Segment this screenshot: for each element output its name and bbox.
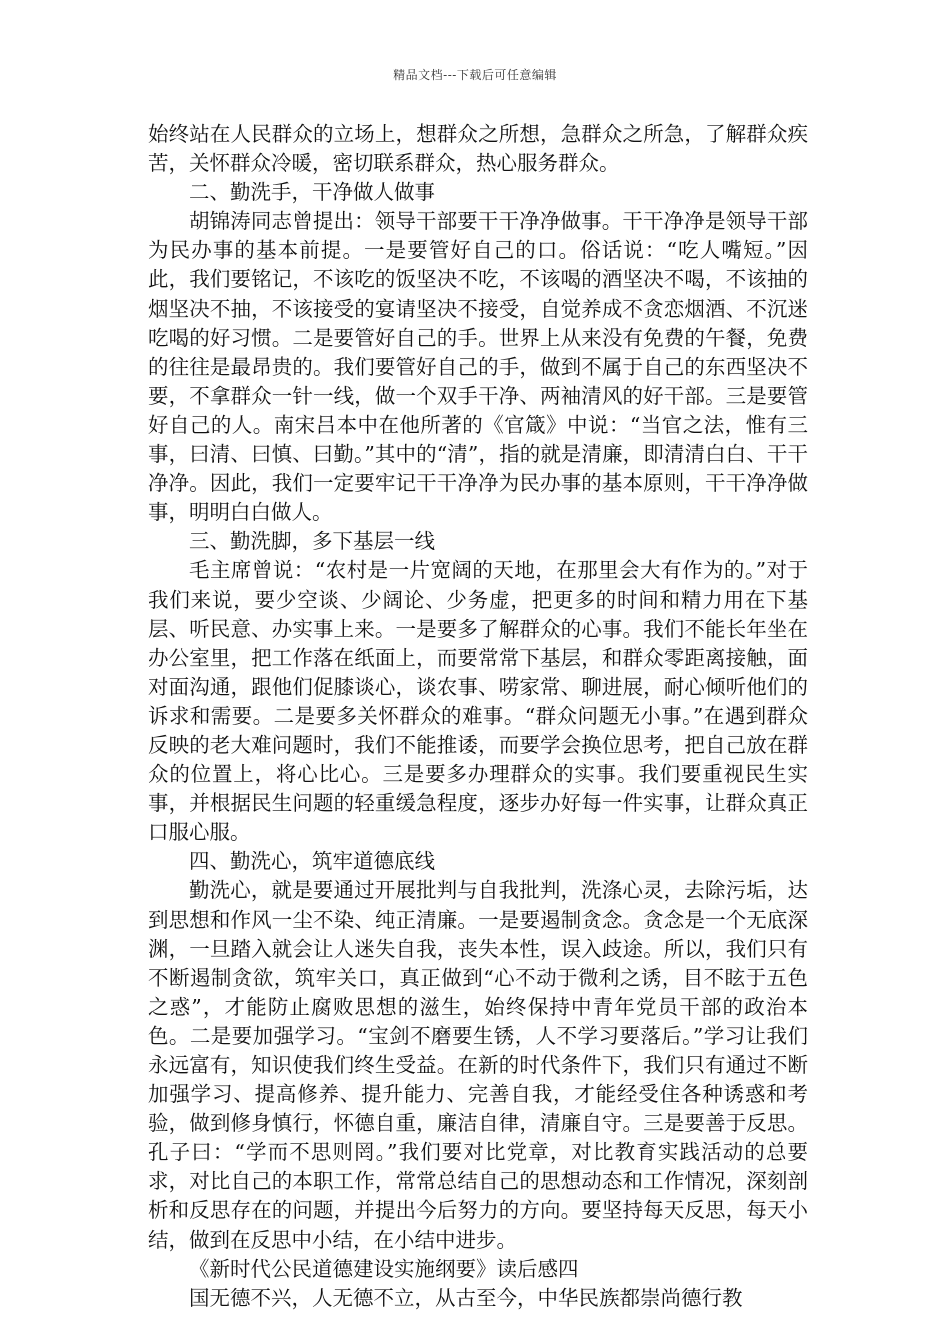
paragraph: 勤洗心，就是要通过开展批判与自我批判，洗涤心灵，去除污垢，达到思想和作风一尘不染、纯正清廉。一是要遏制贪念。贪念是一个无底深渊，一旦踏入就会让人迷失自我，丧失本性，误入歧途。所以，我们只有不断遏制贪欲，筑牢关口，真正做到“心不动于微利之诱，目不眩于五色之惑”，才能防止腐败思想的滋生，始终保持中青年党员干部的政治本色。二是要加强学习。“宝剑不磨要生锈，人不学习要落后。”学习让我们永远富有，知识使我们终生受益。在新的时代条件下，我们只有通过不断加强学习、提高修养、提升能力、完善自我，才能经受住各种诱惑和考验，做到修身慎行，怀德自重，廉洁自律，清廉自守。三是要善于反思。孔子曰：“学而不思则罔。”我们要对比党章，对比教育实践活动的总要求，对比自己的本职工作，常常总结自己的思想动态和工作情况，深刻剖析和反思存在的问题，并提出今后努力的方向。要坚持每天反思，每天小结，做到在反思中小结，在小结中进步。 — [148, 878, 808, 1252]
paragraph: 始终站在人民群众的立场上，想群众之所想，急群众之所急，了解群众疾苦，关怀群众冷暖，密切联系群众，热心服务群众。 — [148, 122, 808, 176]
document-body — [148, 120, 808, 1313]
section-heading: 三、勤洗脚，多下基层一线 — [189, 529, 435, 554]
section-heading: 四、勤洗心，筑牢道德底线 — [189, 849, 435, 874]
section-heading: 二、勤洗手，干净做人做事 — [189, 180, 435, 205]
section-heading: 《新时代公民道德建设实施纲要》读后感四 — [189, 1256, 579, 1281]
page-header: 精品文档---下载后可任意编辑 — [393, 68, 557, 82]
paragraph: 胡锦涛同志曾提出：领导干部要干干净净做事。干干净净是领导干部为民办事的基本前提。一是要管好自己的口。俗话说：“吃人嘴短。”因此，我们要铭记，不该吃的饭坚决不吃，不该喝的酒坚决不喝，不该抽的烟坚决不抽，不该接受的宴请坚决不接受，自觉养成不贪恋烟酒、不沉迷吃喝的好习惯。二是要管好自己的手。世界上从来没有免费的午餐，免费的往往是最昂贵的。我们要管好自己的手，做到不属于自己的东西坚决不要，不拿群众一针一线，做一个双手干净、两袖清风的好干部。三是要管好自己的人。南宋吕本中在他所著的《官箴》中说：“当官之法，惟有三事，曰清、曰慎、曰勤。”其中的“清”，指的就是清廉，即清清白白、干干净净。因此，我们一定要牢记干干净净为民办事的基本原则，干干净净做事，明明白白做人。 — [148, 209, 808, 525]
paragraph: 毛主席曾说：“农村是一片宽阔的天地，在那里会大有作为的。”对于我们来说，要少空谈、少阔论、少务虚，把更多的时间和精力用在下基层、听民意、办实事上来。一是要多了解群众的心事。我们不能长年坐在办公室里，把工作落在纸面上，而要常常下基层，和群众零距离接触，面对面沟通，跟他们促膝谈心，谈农事、唠家常、聊进展，耐心倾听他们的诉求和需要。二是要多关怀群众的难事。“群众问题无小事。”在遇到群众反映的老大难问题时，我们不能推诿，而要学会换位思考，把自己放在群众的位置上，将心比心。三是要多办理群众的实事。我们要重视民生实事，并根据民生问题的轻重缓急程度，逐步办好每一件实事，让群众真正口服心服。 — [148, 558, 808, 845]
paragraph: 国无德不兴，人无德不立，从古至今，中华民族都崇尚德行教 — [189, 1285, 743, 1310]
